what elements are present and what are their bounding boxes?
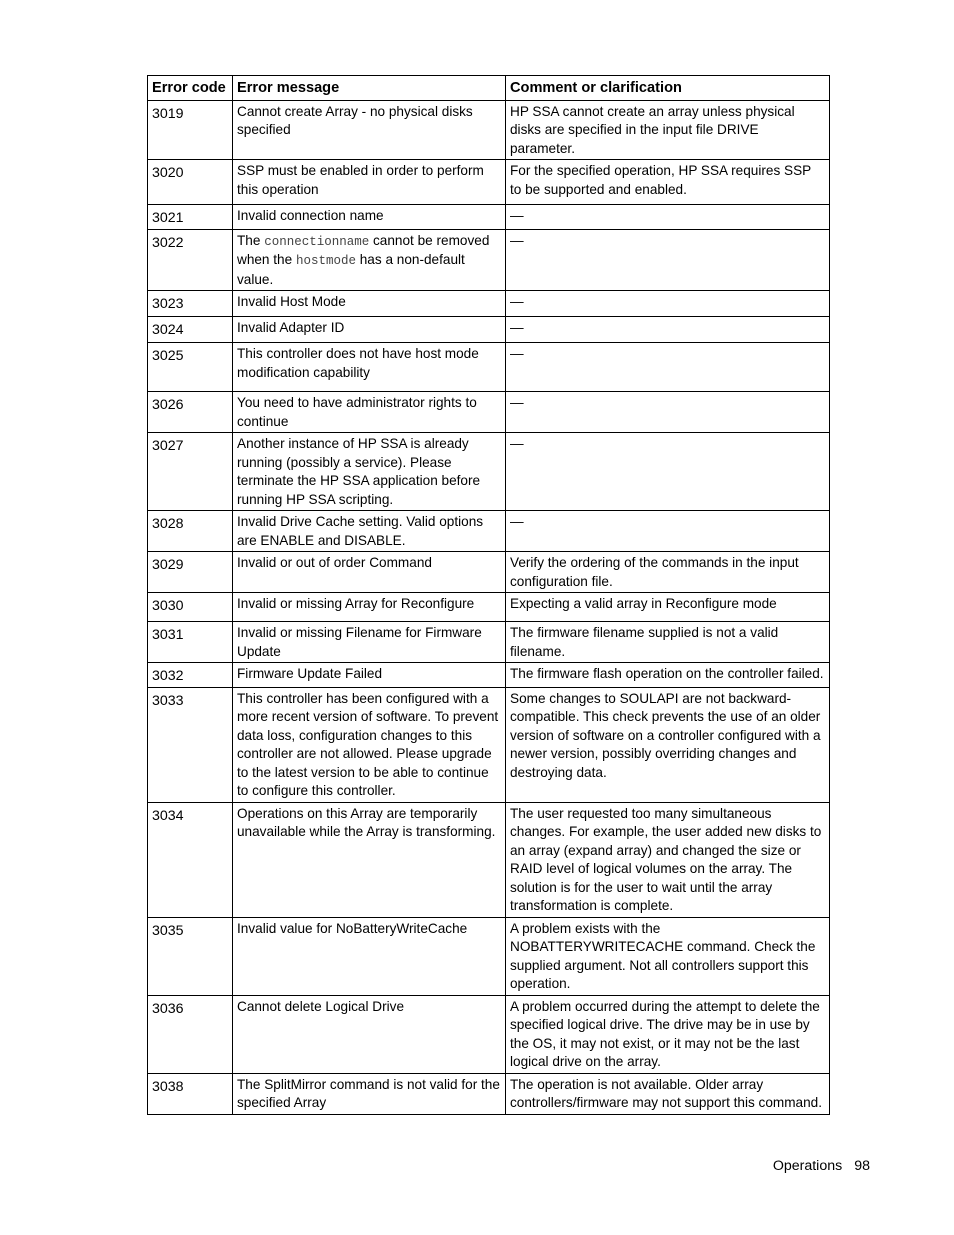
table-row [148, 317, 830, 343]
comment-cell: The firmware flash operation on the controller failed. [506, 663, 830, 688]
message-text: has a non-default value. [237, 252, 465, 287]
error-message-cell: Cannot delete Logical Drive [233, 995, 506, 1073]
error-code-cell: 3033 [148, 687, 233, 802]
table-row [148, 433, 830, 511]
comment-cell: The user requested too many simultaneous changes. For example, the user added new disks to an array (expand array) and changed the size or RAID level of logical volumes on the array. The solution is for the user to wait until the array transformation is complete. [506, 802, 830, 917]
error-code-cell: 3025 [148, 343, 233, 392]
inline-code-connectionname: connectionname [264, 234, 370, 249]
table-row [148, 593, 830, 622]
table-row [148, 160, 830, 205]
error-code-cell: 3019 [148, 100, 233, 160]
table-row [148, 392, 830, 433]
table-row [148, 687, 830, 802]
message-text: cannot be removed when the [237, 232, 490, 267]
message-text: The [237, 232, 265, 248]
table-row [148, 622, 830, 663]
comment-cell: For the specified operation, HP SSA requires SSP to be supported and enabled. [506, 160, 830, 205]
footer-section-title: Operations [772, 1158, 843, 1174]
comment-cell: Verify the ordering of the commands in the input configuration file. [506, 552, 830, 593]
comment-cell: — [506, 392, 830, 433]
table-row [148, 552, 830, 593]
error-code-cell: 3032 [148, 663, 233, 688]
error-message-cell: Cannot create Array - no physical disks specified [233, 100, 506, 160]
table-row [148, 511, 830, 552]
table-row [148, 229, 830, 291]
column-header-error-message: Error message [233, 76, 506, 101]
error-code-cell: 3035 [148, 917, 233, 995]
error-message-cell: Invalid Drive Cache setting. Valid options are ENABLE and DISABLE. [233, 511, 506, 552]
error-code-cell: 3038 [148, 1073, 233, 1114]
inline-code-hostmode: hostmode [295, 254, 356, 268]
table-row [148, 1073, 830, 1114]
comment-cell: A problem exists with the NOBATTERYWRITECACHE command. Check the supplied argument. Not all controllers support this operation. [506, 917, 830, 995]
error-message-cell: Firmware Update Failed [233, 663, 506, 688]
table-row [148, 917, 830, 995]
error-message-cell: You need to have administrator rights to continue [233, 392, 506, 433]
error-message-cell: Invalid connection name [233, 205, 506, 230]
comment-cell: — [506, 317, 830, 343]
error-code-cell: 3020 [148, 160, 233, 205]
error-code-cell: 3021 [148, 205, 233, 230]
table-row [148, 291, 830, 317]
error-code-table [147, 75, 830, 1115]
error-code-cell: 3029 [148, 552, 233, 593]
error-message-cell: Invalid or out of order Command [233, 552, 506, 593]
error-message-cell: Invalid or missing Filename for Firmware Update [233, 622, 506, 663]
error-code-cell: 3026 [148, 392, 233, 433]
table-row [148, 205, 830, 230]
error-message-cell: SSP must be enabled in order to perform this operation [233, 160, 506, 205]
comment-cell: HP SSA cannot create an array unless physical disks are specified in the input file DRIVE parameter. [506, 100, 830, 160]
comment-cell: A problem occurred during the attempt to delete the specified logical drive. The drive may be in use by the OS, it may not exist, or it may not be the last logical drive on the array. [506, 995, 830, 1073]
error-code-cell: 3024 [148, 317, 233, 343]
error-code-cell: 3023 [148, 291, 233, 317]
column-header-comment: Comment or clarification [506, 76, 830, 101]
comment-cell: — [506, 433, 830, 511]
error-message-cell: The SplitMirror command is not valid for the specified Array [233, 1073, 506, 1114]
comment-cell: — [506, 205, 830, 230]
error-code-cell: 3022 [148, 229, 233, 291]
table-row [148, 663, 830, 688]
page-footer [600, 1158, 870, 1174]
error-code-cell: 3034 [148, 802, 233, 917]
error-code-cell: 3028 [148, 511, 233, 552]
comment-cell: — [506, 229, 830, 291]
error-code-cell: 3031 [148, 622, 233, 663]
error-code-cell: 3027 [148, 433, 233, 511]
comment-cell: — [506, 291, 830, 317]
comment-cell: The operation is not available. Older array controllers/firmware may not support this command. [506, 1073, 830, 1114]
error-message-cell: Another instance of HP SSA is already running (possibly a service). Please terminate the HP SSA application before running HP SSA scripting. [233, 433, 506, 511]
table-row [148, 995, 830, 1073]
comment-cell: — [506, 343, 830, 392]
error-message-cell: Invalid or missing Array for Reconfigure [233, 593, 506, 622]
error-code-cell: 3030 [148, 593, 233, 622]
error-message-cell: Invalid Adapter ID [233, 317, 506, 343]
comment-cell: The firmware filename supplied is not a valid filename. [506, 622, 830, 663]
comment-cell: Some changes to SOULAPI are not backward-compatible. This check prevents the use of an older version of software on a controller configured with a newer version, possibly overriding changes and destroying data. [506, 687, 830, 802]
error-message-cell: Invalid value for NoBatteryWriteCache [233, 917, 506, 995]
page-number: 98 [854, 1158, 870, 1174]
table-header-row [148, 76, 830, 101]
error-message-cell: Invalid Host Mode [233, 291, 506, 317]
error-message-cell: This controller has been configured with a more recent version of software. To prevent data loss, configuration changes to this controller are not allowed. Please upgrade to the latest version to be able to continue to configure this controller. [233, 687, 506, 802]
table-row [148, 100, 830, 160]
comment-cell: — [506, 511, 830, 552]
error-message-cell: Operations on this Array are temporarily unavailable while the Array is transforming. [233, 802, 506, 917]
error-message-cell: This controller does not have host mode modification capability [233, 343, 506, 392]
table-row [148, 343, 830, 392]
table-row [148, 802, 830, 917]
error-message-cell [233, 229, 506, 291]
column-header-error-code: Error code [148, 76, 233, 101]
comment-cell: Expecting a valid array in Reconfigure mode [506, 593, 830, 622]
error-code-cell: 3036 [148, 995, 233, 1073]
